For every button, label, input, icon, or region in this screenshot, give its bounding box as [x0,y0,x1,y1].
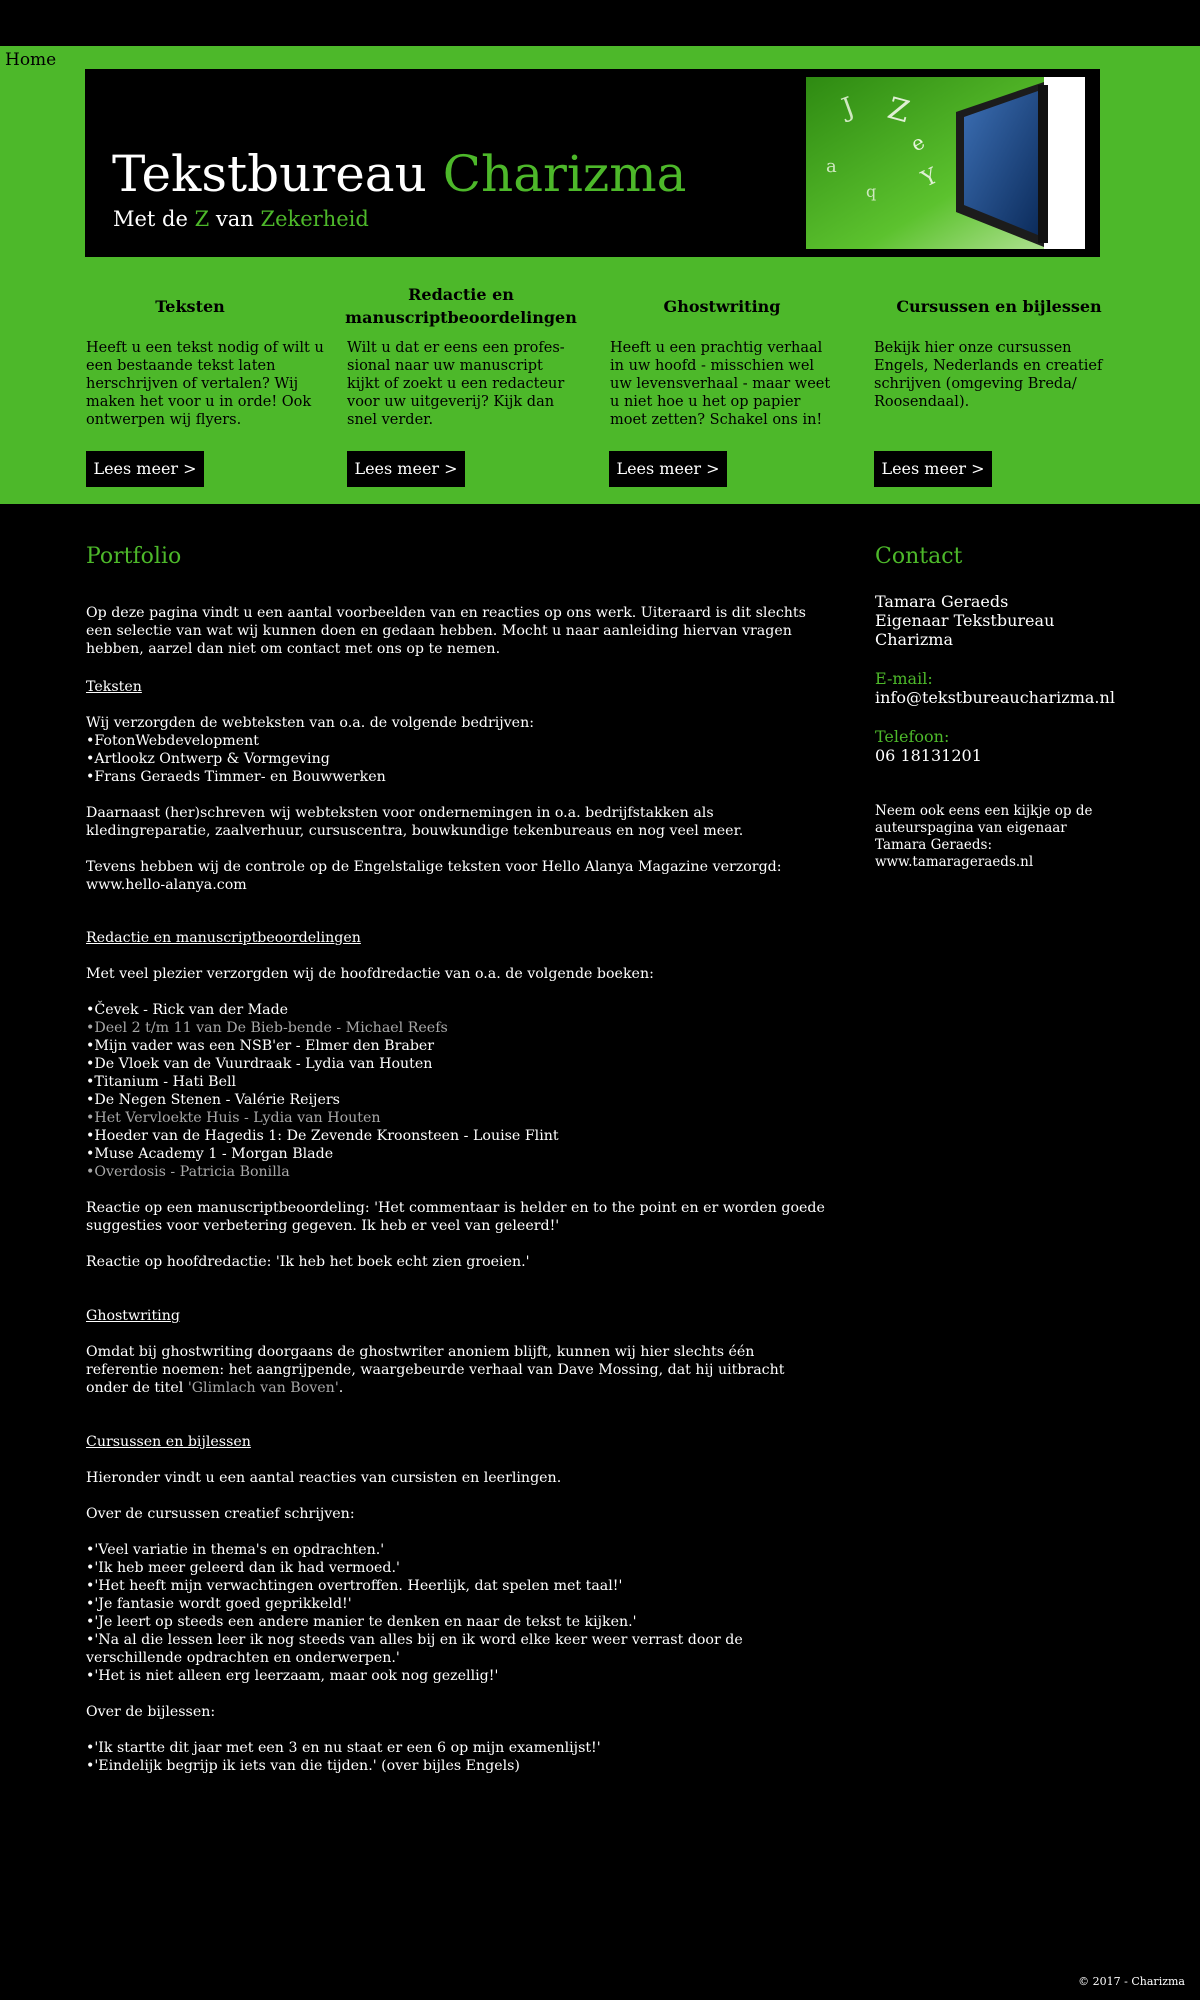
list-item: •Artlookz Ontwerp & Vormgeving [86,751,330,767]
list-item: •Čevek - Rick van der Made [86,1002,289,1018]
list-item: •'Het heeft mijn verwachtingen overtroffen. Heerlijk, dat spelen met taal!' [86,1578,623,1594]
portfolio-section [86,544,826,1774]
svg-text:a: a [826,156,837,177]
svg-text:Y: Y [917,163,942,193]
list-item: •'Eindelijk begrijp ik iets van die tijden.' (over bijles Engels) [86,1758,520,1774]
lees-meer-ghostwriting-button[interactable]: Lees meer > [609,451,727,487]
bijles-quotes [86,1739,826,1775]
service-redactie [345,283,577,428]
portfolio-heading: Portfolio [86,544,182,569]
service-description: Heeft u een prachtig verhaal in uw hoofd - misschien wel uw levensverhaal - maar weet u niet hoe u het op papier moet zetten? Schakel ons in! [610,340,831,428]
service-description: Heeft u een tekst nodig of wilt u een bestaande tekst laten herschrijven of vertalen? Wij maken het voor u in orde! Ook ontwerpen wij flyers. [86,340,324,428]
svg-text:q: q [866,182,877,201]
service-description: Bekijk hier onze cursussen Engels, Nederlands en creatief schrijven (omgeving Breda/ Roosendaal). [874,340,1103,410]
teksten-hello-alanya: Tevens hebben wij de controle op de Engelstalige teksten voor Hello Alanya Magazine verzorgd: www.hello-alanya.com [86,858,826,894]
contact-section [875,544,1135,870]
redactie-heading: Redactie en manuscriptbeoordelingen [86,930,361,946]
list-item: •Hoeder van de Hagedis 1: De Zevende Kroonsteen - Louise Flint [86,1128,559,1144]
teksten-paragraph: Daarnaast (her)schreven wij webteksten voor ondernemingen in o.a. bedrijfstakken als kledingreparatie, zaalverhuur, cursuscentra, bouwkundige tekenbureaus en nog veel meer. [86,805,744,839]
service-title: Redactie en manuscriptbeoordelingen [345,285,577,327]
author-page-link[interactable]: www.tamarageraeds.nl [875,854,1034,870]
contact-heading: Contact [875,544,963,569]
teksten-list: Wij verzorgden de webteksten van o.a. de volgende bedrijven: •FotonWebdevelopment •Artlookz Ontwerp & Vormgeving •Frans Geraeds Timmer- en Bouwwerken [86,714,826,786]
cursussen-sub-creatief: Over de cursussen creatief schrijven: [86,1506,355,1522]
list-item: •FotonWebdevelopment [86,733,259,749]
list-item: •'Ik heb meer geleerd dan ik had vermoed.' [86,1560,400,1576]
footer-copyright: © 2017 - Charizma [1078,1975,1185,1988]
service-teksten [76,283,324,428]
service-title: Teksten [155,296,225,316]
service-title: Ghostwriting [663,296,781,316]
cursus-quotes [86,1541,826,1685]
header-band [0,46,1200,504]
list-item: •'Je fantasie wordt goed geprikkeld!' [86,1596,352,1612]
service-ghostwriting [608,283,836,428]
list-item: •Frans Geraeds Timmer- en Bouwwerken [86,769,386,785]
ghostwriting-text: Omdat bij ghostwriting doorgaans de ghostwriter anoniem blijft, kunnen wij hier slechts één referentie noemen: het aangrijpende, waargebeurde verhaal van Dave Mossing, dat hij uitbracht onder de titel 'Glimlach van Boven'. [86,1344,785,1396]
monitor-letters-image [806,77,1085,249]
ghostwriting-heading: Ghostwriting [86,1308,180,1324]
list-item: •'Veel variatie in thema's en opdrachten.' [86,1542,385,1558]
books-list [86,1001,826,1181]
lees-meer-redactie-button[interactable]: Lees meer > [347,451,465,487]
portfolio-intro: Op deze pagina vindt u een aantal voorbeelden van en reacties op ons werk. Uiteraard is dit slechts een selectie van wat wij kunnen doen en gedaan hebben. Mocht u naar aanleiding hiervan vragen hebben, aarzel dan niet om contact met ons op te nemen. [86,605,806,657]
brand-title-word-2: Charizma [442,145,687,203]
service-description: Wilt u dat er eens een profes-sional naar uw manuscript kijkt of zoekt u een redacteur voor uw uitgeverij? Kijk dan snel verder. [347,340,565,428]
brand-tagline: Met de Z van Zekerheid [113,207,369,231]
email-label: E-mail: [875,669,933,688]
reactie-hoofdredactie: Reactie op hoofdredactie: 'Ik heb het boek echt zien groeien.' [86,1254,530,1270]
service-title: Cursussen en bijlessen [896,296,1102,316]
brand-title [112,145,687,203]
redactie-intro: Met veel plezier verzorgden wij de hoofdredactie van o.a. de volgende boeken: [86,966,654,982]
contact-role: Eigenaar Tekstbureau Charizma [875,611,1055,649]
list-item: •De Vloek van de Vuurdraak - Lydia van Houten [86,1056,433,1072]
lees-meer-teksten-button[interactable]: Lees meer > [86,451,204,487]
brand-title-word-1: Tekstbureau [112,145,427,203]
cursussen-heading: Cursussen en bijlessen [86,1434,251,1450]
home-link[interactable]: Home [5,50,57,70]
teksten-heading: Teksten [86,679,142,695]
banner [85,69,1100,257]
list-item: •Titanium - Hati Bell [86,1074,237,1090]
reactie-manuscript: Reactie op een manuscriptbeoordeling: 'Het commentaar is helder en to the point en er worden goede suggesties voor verbetering gegeven. Ik heb er veel van geleerd!' [86,1200,825,1234]
contact-name: Tamara Geraeds [875,592,1009,611]
phone-label: Telefoon: [875,727,950,746]
list-item: •Muse Academy 1 - Morgan Blade [86,1146,334,1162]
list-item: •'Je leert op steeds een andere manier te denken en naar de tekst te kijken.' [86,1614,637,1630]
list-item-link[interactable]: •Het Vervloekte Huis - Lydia van Houten [86,1110,381,1126]
email-link[interactable]: info@tekstbureaucharizma.nl [875,688,1115,707]
svg-text:e: e [906,129,929,157]
list-item: •'Na al die lessen leer ik nog steeds van alles bij en ik word elke keer weer verrast door de verschillende opdrachten en onderwerpen.' [86,1632,743,1666]
cursussen-sub-bijles: Over de bijlessen: [86,1704,216,1720]
svg-text:Z: Z [883,90,914,131]
list-item: •'Het is niet alleen erg leerzaam, maar ook nog gezellig!' [86,1668,499,1684]
lees-meer-cursussen-button[interactable]: Lees meer > [874,451,992,487]
service-cursussen [874,283,1124,410]
list-item-link[interactable]: •Overdosis - Patricia Bonilla [86,1164,290,1180]
cursussen-intro: Hieronder vindt u een aantal reacties van cursisten en leerlingen. [86,1470,562,1486]
list-item-link[interactable]: •Deel 2 t/m 11 van De Bieb-bende - Michael Reefs [86,1020,448,1036]
svg-text:J: J [838,91,859,124]
list-item: •'Ik startte dit jaar met een 3 en nu staat er een 6 op mijn examenlijst!' [86,1740,601,1756]
list-item: •De Negen Stenen - Valérie Reijers [86,1092,340,1108]
list-item: •Mijn vader was een NSB'er - Elmer den Braber [86,1038,435,1054]
hello-alanya-link[interactable]: www.hello-alanya.com [86,877,247,893]
glimlach-van-boven-link[interactable]: 'Glimlach van Boven' [187,1380,339,1396]
author-note: Neem ook eens een kijkje op de auteurspagina van eigenaar Tamara Geraeds: www.tamarageraeds.nl [875,803,1093,870]
phone-number: 06 18131201 [875,746,982,765]
